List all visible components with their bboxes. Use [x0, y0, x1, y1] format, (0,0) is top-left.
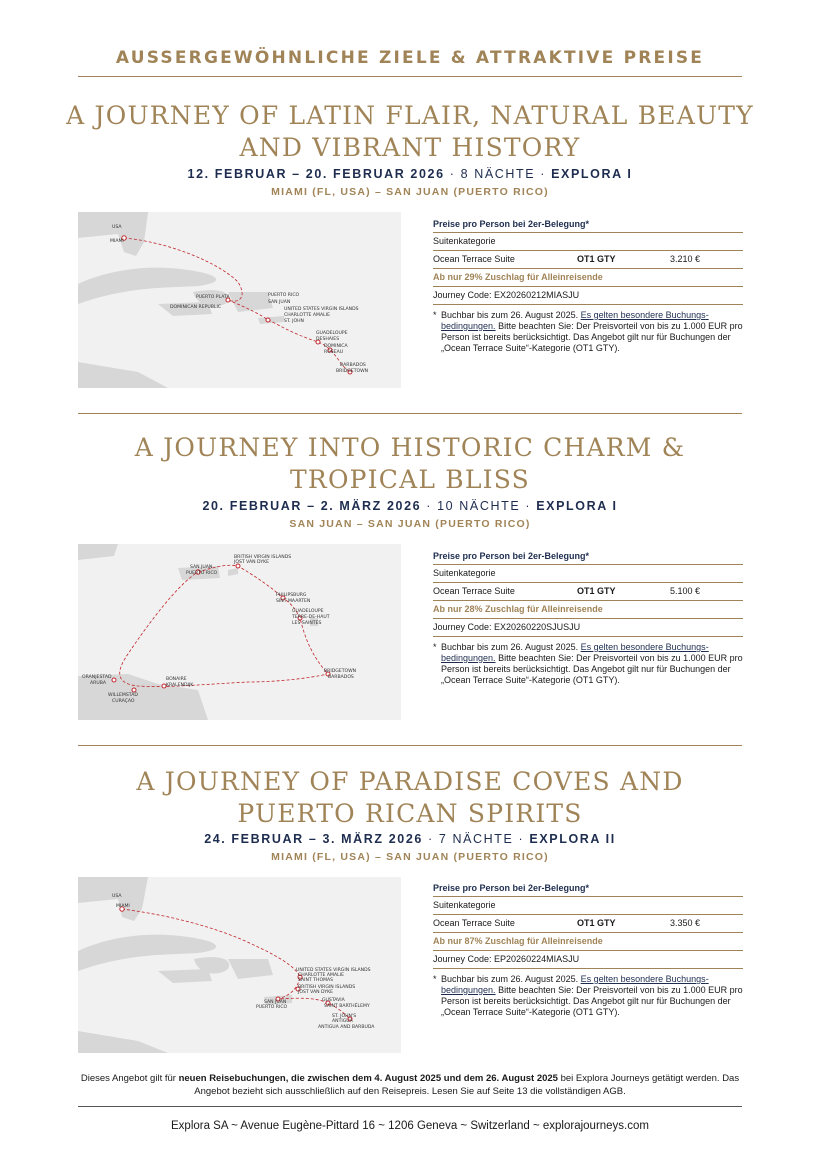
- footnote-text: Buchbar bis zum 26. August 2025.: [441, 974, 581, 984]
- footnote-star: *: [433, 974, 437, 984]
- map-label: BARBADOS: [328, 675, 354, 680]
- journey-title-line1: A JOURNEY OF PARADISE COVES AND: [136, 767, 684, 796]
- footnote-text: Buchbar bis zum 26. August 2025.: [441, 642, 581, 652]
- map-label: ORANJESTAD: [82, 675, 112, 680]
- suite-category-label: Suitenkategorie: [433, 236, 496, 246]
- suite-code: OT1 GTY: [577, 254, 616, 264]
- map-label: USA: [112, 894, 122, 899]
- offer-text: Dieses Angebot gilt für: [80, 1073, 179, 1084]
- map-label: SAN JUAN: [190, 565, 213, 570]
- booking-footnote: [433, 642, 743, 686]
- map-label: ROSEAU: [324, 350, 344, 355]
- journey-title-line1: A JOURNEY INTO HISTORIC CHARM &: [134, 433, 686, 462]
- map-label: MIAMI: [116, 904, 130, 909]
- offer-period: neuen Reisebuchungen, die zwischen dem 4. August 2025 und dem 26. August 2025: [178, 1073, 558, 1084]
- journey-code-row: Journey Code: EX20260220SJUSJU: [433, 619, 743, 637]
- suite-category-row: [433, 233, 743, 251]
- price-table-heading: Preise pro Person bei 2er-Belegung*: [433, 216, 743, 233]
- journey-dates: 12. FEBRUAR – 20. FEBRUAR 2026 · 8 NÄCHTE · EXPLORA I: [187, 167, 633, 181]
- map-label: BARBADOS: [340, 363, 366, 368]
- journey-route: MIAMI (FL, USA) – SAN JUAN (PUERTO RICO): [271, 851, 549, 863]
- map-label: ST. JOHN: [284, 319, 304, 324]
- map-label: PUERTO RICO: [268, 293, 300, 298]
- journey-title: [60, 100, 760, 164]
- map-label: DESHAIES: [316, 337, 340, 342]
- map-label: SAINT BARTHÉLEMY: [324, 1004, 370, 1009]
- map-label: ANTIGUA AND BARBUDA: [318, 1025, 375, 1030]
- map-label: KRALENDIJK: [166, 683, 194, 688]
- suite-code: OT1 GTY: [577, 586, 616, 596]
- journey-title-line2: PUERTO RICAN SPIRITS: [237, 799, 583, 828]
- booking-footnote: [433, 310, 743, 354]
- suite-name: Ocean Terrace Suite: [433, 254, 515, 264]
- map-label: GUSTAVIA: [322, 998, 345, 1003]
- journey-code-row: Journey Code: EX20260212MIASJU: [433, 287, 743, 305]
- map-label: PHILIPSBURG: [276, 593, 307, 598]
- journey-title: [60, 432, 760, 496]
- footnote-text-rest: Bitte beachten Sie: Der Preisvorteil von bis zu 1.000 EUR pro Person ist bereits berücksichtigt. Das Angebot gilt nur für Buchungen der „Ocean Terrace Suite“-Kategorie (OT1 GTY).: [441, 653, 743, 685]
- map-label: CHARLOTTE AMALIE: [298, 973, 344, 978]
- map-label: PUERTO PLATA: [196, 295, 230, 300]
- suite-price: 3.210 €: [670, 254, 701, 264]
- map-label: SAINT THOMAS: [298, 978, 334, 983]
- journey-route: SAN JUAN – SAN JUAN (PUERTO RICO): [289, 518, 531, 530]
- journey-title-line2: AND VIBRANT HISTORY: [239, 133, 581, 162]
- map-label: ANTIGUA: [332, 1019, 353, 1024]
- price-table-heading: Preise pro Person bei 2er-Belegung*: [433, 548, 743, 565]
- journey-code-row: Journey Code: EP20260224MIASJU: [433, 951, 743, 969]
- map-label: GUADELOUPE: [316, 331, 348, 336]
- footnote-text: Buchbar bis zum 26. August 2025.: [441, 310, 581, 320]
- map-label: PUERTO RICO: [186, 571, 218, 576]
- price-table: [433, 548, 743, 686]
- journey-date-range: 24. FEBRUAR – 3. MÄRZ 2026: [204, 832, 423, 846]
- price-table: [433, 880, 743, 1018]
- suite-category-row: [433, 565, 743, 583]
- suite-name: Ocean Terrace Suite: [433, 918, 515, 928]
- offer-terms: [70, 1072, 750, 1098]
- map-label: DOMINICA: [324, 344, 348, 349]
- map-label: JOST VAN DYKE: [234, 560, 270, 565]
- map-label: BRITISH VIRGIN ISLANDS: [234, 555, 292, 560]
- route-map: [78, 212, 401, 388]
- map-label: BONAIRE: [166, 677, 187, 682]
- map-label: TERRE-DE-HAUT: [292, 615, 330, 620]
- map-label: LES SAINTES: [292, 621, 322, 626]
- map-label: SINT MAARTEN: [276, 599, 311, 604]
- footnote-star: *: [433, 642, 437, 652]
- price-table-heading: Preise pro Person bei 2er-Belegung*: [433, 880, 743, 897]
- map-label: MIAMI: [110, 239, 124, 244]
- offer-text-rest: bei Explora Journeys getätigt werden. Das Angebot bezieht sich ausschließlich auf den Reisepreis. Lesen Sie auf Seite 13 die vollständigen AGB.: [194, 1073, 740, 1097]
- suite-price: 3.350 €: [670, 918, 701, 928]
- journey-nights: 8 NÄCHTE: [460, 167, 536, 181]
- suite-category-row: [433, 897, 743, 915]
- map-label: UNITED STATES VIRGIN ISLANDS: [296, 968, 371, 973]
- suite-price-row: [433, 251, 743, 269]
- route-map: [78, 877, 401, 1053]
- map-label: GUADELOUPE: [292, 609, 324, 614]
- header-divider: [78, 76, 742, 77]
- booking-conditions-link[interactable]: Es gelten besondere Buchungsbedingungen.: [441, 642, 709, 663]
- suite-name: Ocean Terrace Suite: [433, 586, 515, 596]
- journey-date-range: 20. FEBRUAR – 2. MÄRZ 2026: [202, 499, 422, 513]
- journey-title-line2: TROPICAL BLISS: [290, 465, 530, 494]
- single-supplement-row: Ab nur 87% Zuschlag für Alleinreisende: [433, 933, 743, 951]
- suite-price-row: [433, 583, 743, 601]
- map-label: CURAÇAO: [112, 699, 135, 704]
- suite-code: OT1 GTY: [577, 918, 616, 928]
- journey-ship: EXPLORA II: [529, 832, 616, 846]
- map-label: CHARLOTTE AMALIE: [284, 313, 330, 318]
- map-label: UNITED STATES VIRGIN ISLANDS: [284, 307, 359, 312]
- page-header-title: AUSSERGEWÖHNLICHE ZIELE & ATTRAKTIVE PREISE: [115, 48, 705, 68]
- map-label: ST. JOHN'S: [332, 1014, 357, 1019]
- map-label: SAN JUAN: [268, 300, 291, 305]
- journey-dates: 24. FEBRUAR – 3. MÄRZ 2026 · 7 NÄCHTE · EXPLORA II: [204, 832, 616, 846]
- journey-ship: EXPLORA I: [551, 167, 633, 181]
- journey-title: [60, 766, 760, 830]
- journey-nights: 10 NÄCHTE: [437, 499, 521, 513]
- suite-price: 5.100 €: [670, 586, 701, 596]
- journey-route: MIAMI (FL, USA) – SAN JUAN (PUERTO RICO): [271, 186, 549, 198]
- footnote-text-rest: Bitte beachten Sie: Der Preisvorteil von bis zu 1.000 EUR pro Person ist bereits berücksichtigt. Das Angebot gilt nur für Buchungen der „Ocean Terrace Suite“-Kategorie (OT1 GTY).: [441, 321, 743, 353]
- map-label: BRIDGETOWN: [324, 669, 357, 674]
- suite-category-label: Suitenkategorie: [433, 900, 496, 910]
- section-divider: [78, 413, 742, 414]
- footnote-star: *: [433, 310, 437, 320]
- map-label: SAN JUAN: [264, 1000, 287, 1005]
- footnote-text-rest: Bitte beachten Sie: Der Preisvorteil von bis zu 1.000 EUR pro Person ist bereits berücksichtigt. Das Angebot gilt nur für Buchungen der „Ocean Terrace Suite“-Kategorie (OT1 GTY).: [441, 985, 743, 1017]
- journey-ship: EXPLORA I: [536, 499, 618, 513]
- map-label: ARUBA: [90, 681, 106, 686]
- suite-category-label: Suitenkategorie: [433, 568, 496, 578]
- booking-footnote: [433, 974, 743, 1018]
- section-divider: [78, 745, 742, 746]
- single-supplement-row: Ab nur 29% Zuschlag für Alleinreisende: [433, 269, 743, 287]
- route-map: [78, 544, 401, 720]
- map-label: BRIDGETOWN: [336, 369, 369, 374]
- map-label: PUERTO RICO: [256, 1005, 288, 1010]
- booking-conditions-link[interactable]: Es gelten besondere Buchungsbedingungen.: [441, 974, 709, 995]
- map-label: BRITISH VIRGIN ISLANDS: [298, 985, 356, 990]
- journey-title-line1: A JOURNEY OF LATIN FLAIR, NATURAL BEAUTY: [66, 101, 754, 130]
- map-label: DOMINICAN REPUBLIC: [170, 305, 222, 310]
- booking-conditions-link[interactable]: Es gelten besondere Buchungsbedingungen.: [441, 310, 709, 331]
- map-label: WILLEMSTAD: [108, 693, 138, 698]
- journey-dates: 20. FEBRUAR – 2. MÄRZ 2026 · 10 NÄCHTE · EXPLORA I: [202, 499, 618, 513]
- price-table: [433, 216, 743, 354]
- single-supplement-row: Ab nur 28% Zuschlag für Alleinreisende: [433, 601, 743, 619]
- footer-divider: [78, 1106, 742, 1107]
- map-label: JOST VAN DYKE: [298, 990, 334, 995]
- suite-price-row: [433, 915, 743, 933]
- journey-nights: 7 NÄCHTE: [438, 832, 514, 846]
- map-label: USA: [112, 225, 122, 230]
- company-footer: Explora SA ~ Avenue Eugène-Pittard 16 ~ 1206 Geneva ~ Switzerland ~ explorajourneys.com: [171, 1120, 649, 1132]
- journey-date-range: 12. FEBRUAR – 20. FEBRUAR 2026: [187, 167, 445, 181]
